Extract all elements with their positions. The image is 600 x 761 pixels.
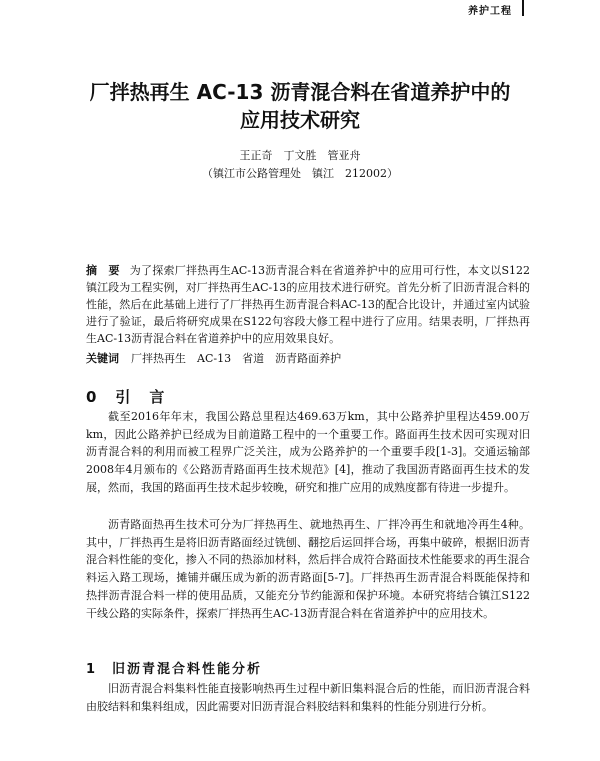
keywords-label: 关键词 [86,352,119,365]
header-rule [522,0,524,16]
abstract-block [86,262,530,347]
keywords-block [86,350,530,367]
abstract-label: 摘 要 [86,264,120,277]
paper-title-line-2: 应用技术研究 [240,108,360,132]
running-header-tag: 养护工程 [468,6,512,17]
paper-title-line-1: 厂拌热再生 AC-13 沥青混合料在省道养护中的 [89,80,511,104]
intro-paragraph-2: 沥青路面热再生技术可分为厂拌热再生、就地热再生、厂拌冷再生和就地冷再生4种。其中，厂拌热再生是将旧沥青路面经过铣刨、翻挖后运回拌合场，再集中破碎，根据旧沥青混合料性能的变化，掺入不同的热添加材料，然后拌合成符合路面技术性能要求的再生混合料运入路工现场，摊铺并碾压成为新的沥青路面[5-7]。厂拌热再生沥青混合料既能保持和热拌沥青混合料一样的使用品质，又能充分节约能源和保护环境。本研究将结合镇江S122干线公路的实际条件，探索厂拌热再生AC-13沥青混合料在省道养护中的应用技术。 [86,518,530,620]
keywords-text: 厂拌热再生 AC-13 省道 沥青路面养护 [131,352,342,365]
section-1-paragraph-1: 旧沥青混合料集料性能直接影响热再生过程中新旧集料混合后的性能，而旧沥青混合料由胶结料和集料组成，因此需要对旧沥青混合料胶结料和集料的性能分别进行分析。 [86,682,530,713]
section-heading-introduction: 0 引 言 [86,388,167,406]
section-heading-1: 1 旧沥青混合料性能分析 [86,662,263,677]
abstract-text: 为了探索厂拌热再生AC-13沥青混合料在省道养护中的应用可行性，本文以S122镇江段为工程实例，对厂拌热再生AC-13的应用技术进行研究。首先分析了旧沥青混合料的性能，然后在此基础上进行了厂拌热再生沥青混合料AC-13的配合比设计，并通过室内试验进行了验证，最后将研究成果在S122句容段大修工程中进行了应用。结果表明，厂拌热再生AC-13沥青混合料在省道养护中的应用效果良好。 [86,264,531,345]
intro-paragraph-1: 截至2016年年末，我国公路总里程达469.63万km，其中公路养护里程达459.00万km，因此公路养护已经成为目前道路工程中的一个重要工作。路面再生技术因可实现对旧沥青混合料的利用而被工程界广泛关注，成为公路养护的一个重要手段[1-3]。交通运输部2008年4月颁布的《公路沥青路面再生技术规范》[4]，推动了我国沥青路面再生技术的发展，然而，我国的路面再生技术起步较晚，研究和推广应用的成熟度都有待进一步提升。 [86,410,530,494]
author-names: 王正奇 丁文胜 管亚舟 [239,149,361,162]
author-affiliation: （镇江市公路管理处 镇江 212002） [202,167,398,180]
